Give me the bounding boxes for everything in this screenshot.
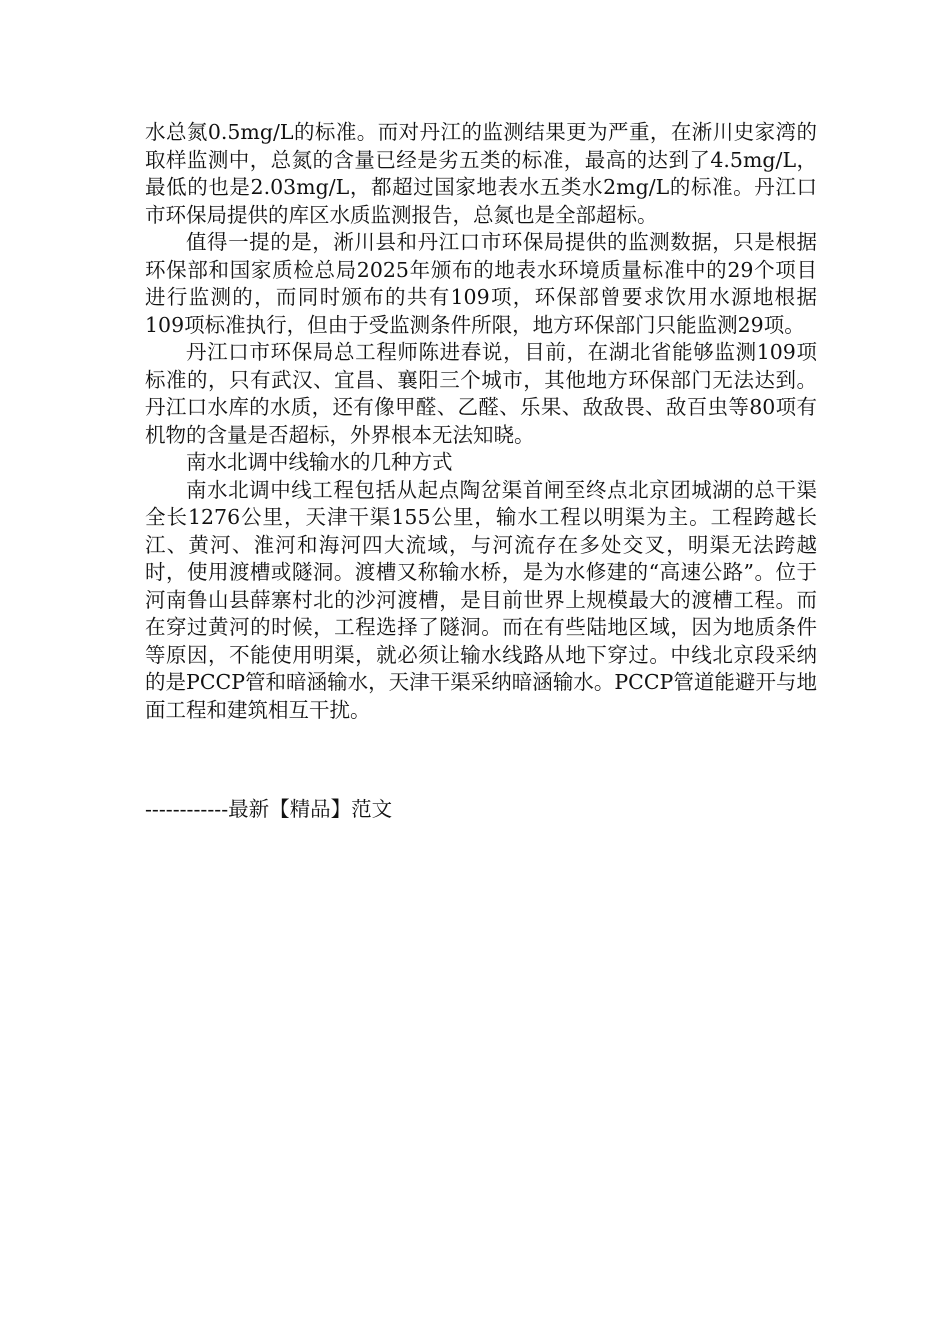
paragraph-monitoring-standards: 值得一提的是，淅川县和丹江口市环保局提供的监测数据，只是根据环保部和国家质检总局2025年颁布的地表水环境质量标准中的29个项目进行监测的，而同时颁布的共有109项，环保部曾要求饮用水源地根据109项标准执行，但由于受监测条件所限，地方环保部门只能监测29项。 (145, 230, 817, 337)
paragraph-nitrogen-results: 水总氮0.5mg/L的标准。而对丹江的监测结果更为严重，在淅川史家湾的取样监测中，总氮的含量已经是劣五类的标准，最高的达到了4.5mg/L，最低的也是2.03mg/L，都超过国家地表水五类水2mg/L的标准。丹江口市环保局提供的库区水质监测报告，总氮也是全部超标。 (145, 120, 817, 227)
paragraph-water-transfer-project: 南水北调中线工程包括从起点陶岔渠首闸至终点北京团城湖的总干渠全长1276公里，天津干渠155公里，输水工程以明渠为主。工程跨越长江、黄河、淮河和海河四大流域，与河流存在多处交叉，明渠无法跨越时，使用渡槽或隧洞。渡槽又称输水桥，是为水修建的“高速公路”。位于河南鲁山县薛寨村北的沙河渡槽，是目前世界上规模最大的渡槽工程。而在穿过黄河的时候，工程选择了隧洞。而在有些陆地区域，因为地质条件等原因，不能使用明渠，就必须让输水线路从地下穿过。中线北京段采纳的是PCCP管和暗涵输水，天津干渠采纳暗涵输水。PCCP管道能避开与地面工程和建筑相互干扰。 (145, 477, 817, 722)
section-heading-water-transfer-methods: 南水北调中线输水的几种方式 (186, 450, 453, 474)
paragraph-engineer-quote: 丹江口市环保局总工程师陈进春说，目前，在湖北省能够监测109项标准的，只有武汉、宜昌、襄阳三个城市，其他地方环保部门无法达到。丹江口水库的水质，还有像甲醛、乙醛、乐果、敌敌畏、敌百虫等80项有机物的含量是否超标，外界根本无法知晓。 (145, 340, 817, 447)
page-footer: ------------最新【精品】范文 (145, 797, 393, 821)
document-body (145, 119, 817, 724)
